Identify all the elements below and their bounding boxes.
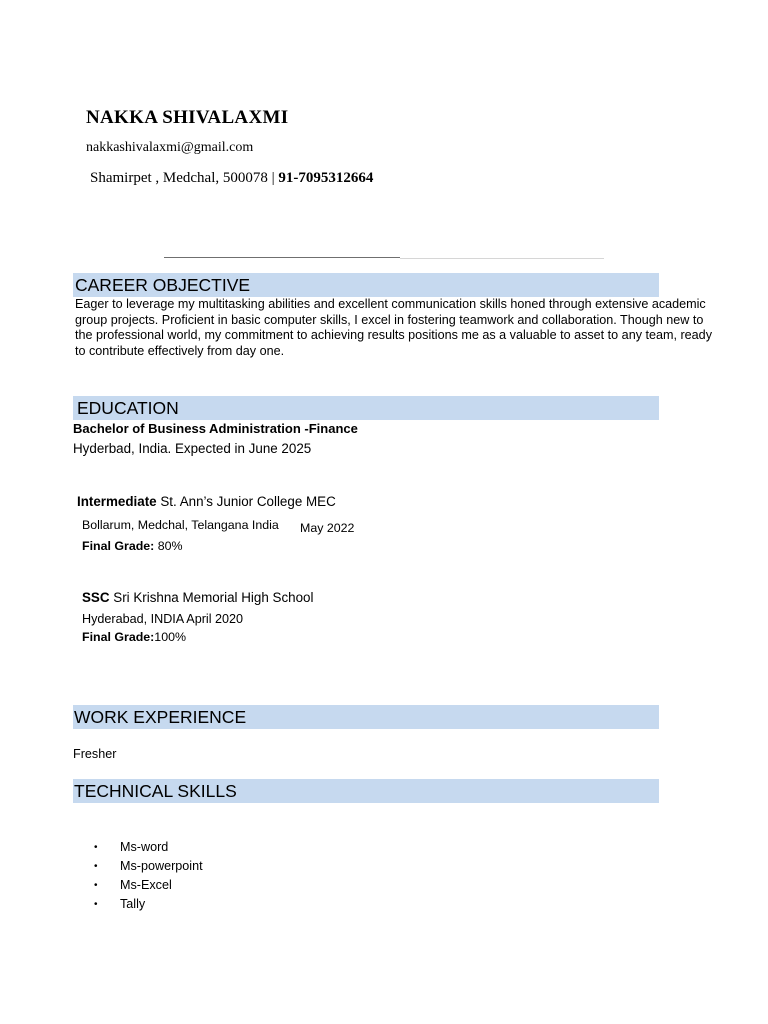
grade-value: 100% bbox=[154, 630, 186, 644]
bullet-icon: • bbox=[94, 861, 98, 872]
section-title: EDUCATION bbox=[77, 398, 179, 418]
ssc-label: SSC bbox=[82, 590, 110, 605]
degree-name: Bachelor of Business Administration -Finance bbox=[73, 421, 358, 436]
intermediate-label: Intermediate bbox=[77, 494, 157, 509]
section-title: CAREER OBJECTIVE bbox=[75, 275, 251, 295]
bullet-icon: • bbox=[94, 842, 98, 853]
phone-number: 91-7095312664 bbox=[278, 170, 374, 186]
career-objective-text: Eager to leverage my multitasking abilities and excellent communication skills honed through extensive academic group projects. Proficient in basic computer skills, I excel in fostering teamwork and collaboration. Though new to the professional world, my commitment to achieving results positions me as a valuable to asset to any team, ready to contribute effectively from day one. bbox=[75, 297, 712, 358]
header-divider-light bbox=[400, 258, 604, 259]
work-experience-text: Fresher bbox=[73, 747, 117, 761]
work-experience-section-header bbox=[73, 705, 659, 729]
postal-address: Shamirpet , Medchal, 500078 | bbox=[90, 170, 275, 186]
intermediate-heading bbox=[77, 494, 336, 509]
bullet-icon: • bbox=[94, 899, 98, 910]
grade-label: Final Grade: bbox=[82, 539, 155, 553]
section-title: TECHNICAL SKILLS bbox=[74, 781, 237, 801]
intermediate-location: Bollarum, Medchal, Telangana India bbox=[82, 518, 279, 532]
candidate-name: NAKKA SHIVALAXMI bbox=[86, 107, 289, 128]
intermediate-grade bbox=[82, 539, 183, 553]
skill-label: Tally bbox=[120, 897, 146, 911]
technical-skills-section-header bbox=[73, 779, 659, 803]
header-divider bbox=[164, 257, 400, 258]
grade-value: 80% bbox=[154, 539, 183, 553]
ssc-heading bbox=[82, 590, 313, 605]
intermediate-school: St. Ann’s Junior College MEC bbox=[156, 494, 336, 509]
degree-location-date: Hyderbad, India. Expected in June 2025 bbox=[73, 441, 312, 456]
email-address: nakkashivalaxmi@gmail.com bbox=[86, 140, 254, 155]
career-objective-section-header bbox=[73, 273, 659, 297]
grade-label: Final Grade: bbox=[82, 630, 155, 644]
skill-label: Ms-Excel bbox=[120, 878, 172, 892]
ssc-school: Sri Krishna Memorial High School bbox=[109, 590, 314, 605]
bullet-icon: • bbox=[94, 880, 98, 891]
ssc-grade bbox=[82, 630, 186, 644]
skill-label: Ms-word bbox=[120, 840, 169, 854]
contact-line bbox=[90, 170, 373, 187]
education-section-header bbox=[73, 396, 659, 420]
ssc-location-date: Hyderabad, INDIA April 2020 bbox=[82, 612, 244, 626]
skill-label: Ms-powerpoint bbox=[120, 859, 203, 873]
section-title: WORK EXPERIENCE bbox=[74, 707, 247, 727]
intermediate-date: May 2022 bbox=[300, 521, 355, 535]
